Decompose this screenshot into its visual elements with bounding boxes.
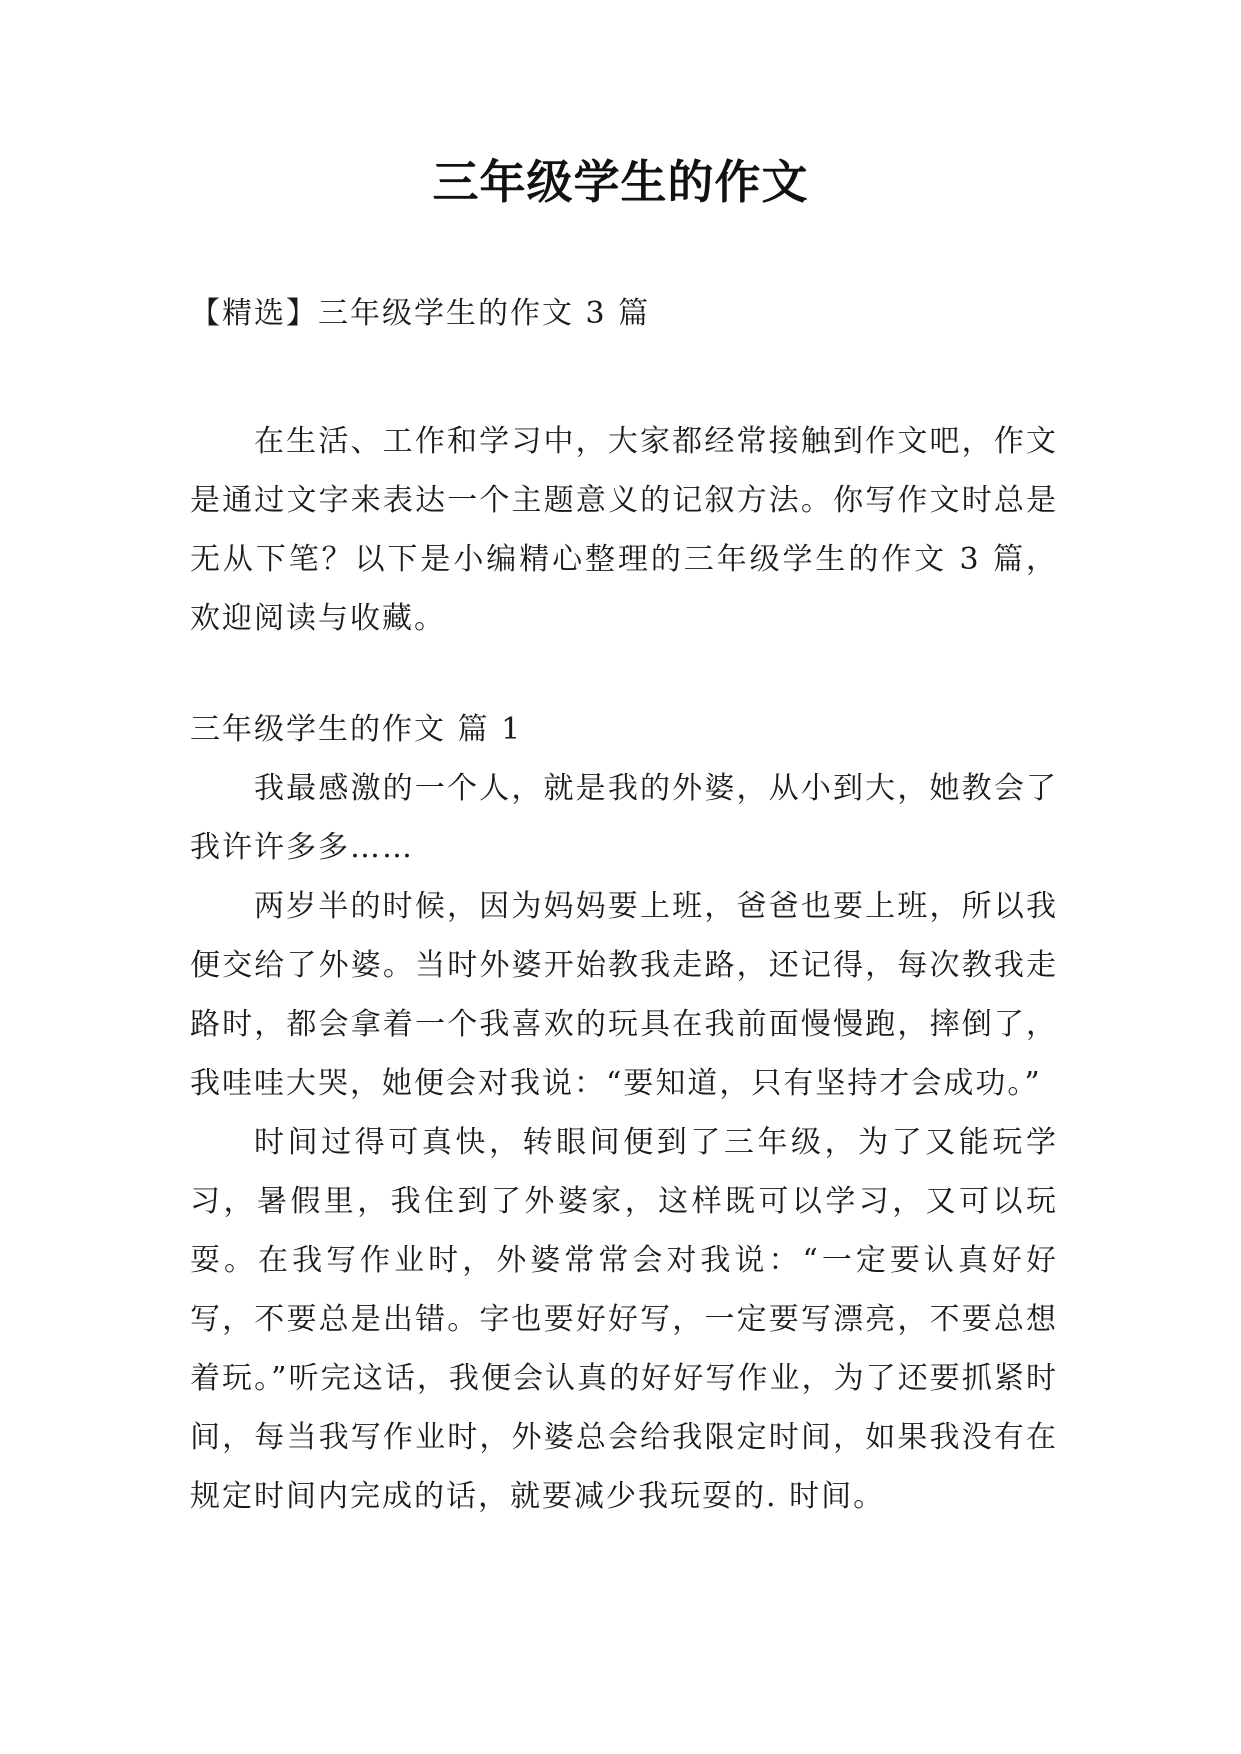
essay-paragraph: 两岁半的时候，因为妈妈要上班，爸爸也要上班，所以我便交给了外婆。当时外婆开始教我走路，还记得，每次教我走路时，都会拿着一个我喜欢的玩具在我前面慢慢跑，摔倒了，我哇哇大哭，她便会对我说：“要知道，只有坚持才会成功。” xyxy=(190,889,1058,1101)
document-subtitle: 【精选】三年级学生的作文 3 篇 xyxy=(190,296,651,331)
essay-paragraph: 时间过得可真快，转眼间便到了三年级，为了又能玩学习，暑假里，我住到了外婆家，这样既可以学习，又可以玩耍。在我写作业时，外婆常常会对我说：“一定要认真好好写，不要总是出错。字也要好好写，一定要写漂亮，不要总想着玩。”听完这话，我便会认真的好好写作业，为了还要抓紧时间，每当我写作业时，外婆总会给我限定时间，如果我没有在规定时间内完成的话，就要减少我玩耍的. 时间。 xyxy=(190,1125,1058,1514)
essay-paragraph: 我最感激的一个人，就是我的外婆，从小到大，她教会了我许许多多…… xyxy=(190,771,1058,865)
section-heading: 三年级学生的作文 篇 1 xyxy=(190,712,523,747)
document-title: 三年级学生的作文 xyxy=(432,155,809,209)
essay-section xyxy=(190,700,1058,1526)
intro-paragraph: 在生活、工作和学习中，大家都经常接触到作文吧，作文是通过文字来表达一个主题意义的记叙方法。你写作文时总是无从下笔？以下是小编精心整理的三年级学生的作文 3 篇，欢迎阅读与收藏。 xyxy=(190,424,1058,636)
